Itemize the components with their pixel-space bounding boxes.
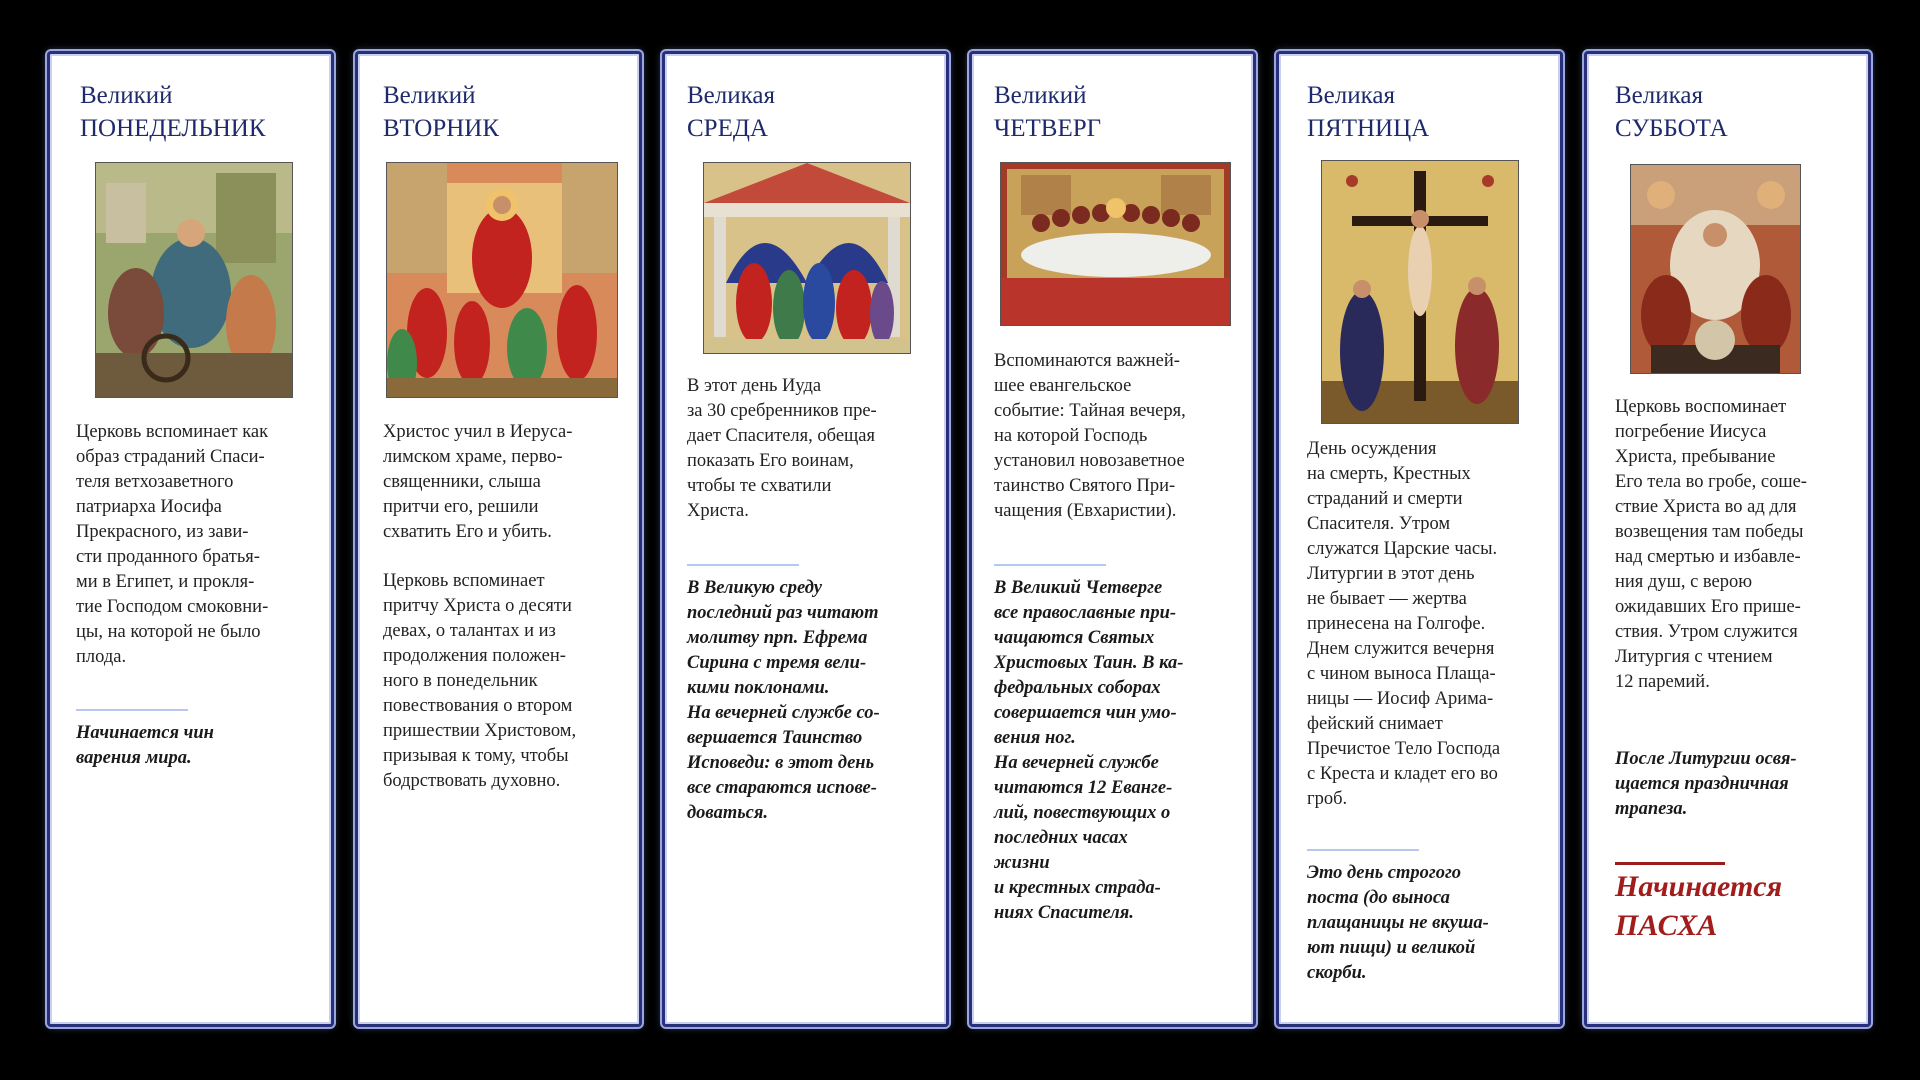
day-description: Христос учил в Иеруса- лимском храме, перво- священники, слыша притчи его, решили схватить Его и убить. <box>383 422 573 542</box>
title-line-2: СРЕДА <box>687 115 768 142</box>
pascha-heading: Начинается ПАСХА <box>1615 870 1783 942</box>
day-description: В этот день Иуда за 30 сребренников пре- дает Спасителя, обещая показать Его воинам, чтобы те схватили Христа. <box>687 376 877 521</box>
day-note: В Великий Четверге все православные при- чащаются Святых Христовых Таин. В ка- федральных соборах совершается чин умо- вения ног. На вечерней службе читаются 12 Еванге- лий, повествующих о последних часах жизни и крестных страда- ниях Спасителя. <box>994 578 1184 923</box>
day-note: В Великую среду последний раз читают молитву прп. Ефрема Сирина с тремя вели- кими поклонами. На вечерней службе со- вершается Таинство Исповеди: в этот день все стараются испове- доваться. <box>687 578 880 823</box>
title-line-2: ПЯТНИЦА <box>1307 115 1430 142</box>
day-card-tuesday <box>355 51 642 1027</box>
section-divider <box>687 564 799 566</box>
day-description: Церковь воспоминает погребение Иисуса Христа, пребывание Его тела во гробе, соше- ствие Христа во ад для возвещения там победы над смертью и избавле- ния душ, с верою ожидавших Его прише- ствия. Утром служится Литургия с чтением 12 паремий. <box>1615 397 1807 692</box>
section-divider <box>76 709 188 711</box>
day-card-wednesday <box>662 51 949 1027</box>
icon-image-judas-betrayal <box>703 162 911 354</box>
title-line-1: Великая <box>687 82 775 109</box>
day-card-monday <box>47 51 334 1027</box>
day-card-friday <box>1276 51 1563 1027</box>
title-line-2: СУББОТА <box>1615 115 1728 142</box>
section-divider <box>1307 849 1419 851</box>
day-note: После Литургии освя- щается праздничная трапеза. <box>1615 749 1797 819</box>
day-description: Церковь вспоминает как образ страданий Спаси- теля ветхозаветного патриарха Иосифа Прекрасного, из зави- сти проданного братья- ми в Египет, и прокля- тие Господом смоковни- цы, на которой не было плода. <box>76 422 269 667</box>
section-divider <box>994 564 1106 566</box>
day-card-saturday <box>1584 51 1871 1027</box>
title-line-1: Великий <box>80 82 173 109</box>
icon-image-christ-teaching <box>386 162 618 398</box>
title-line-1: Великая <box>1307 82 1395 109</box>
title-line-1: Великий <box>383 82 476 109</box>
title-line-2: ВТОРНИК <box>383 115 500 142</box>
icon-image-crucifixion <box>1321 160 1519 424</box>
title-line-2: ПОНЕДЕЛЬНИК <box>80 115 266 142</box>
title-line-1: Великая <box>1615 82 1703 109</box>
day-note: Это день строгого поста (до выноса плащаницы не вкуша- ют пищи) и великой скорби. <box>1307 863 1489 983</box>
icon-image-last-supper <box>1000 162 1231 326</box>
card-title <box>687 79 775 145</box>
card-title <box>80 79 266 145</box>
title-line-2: ЧЕТВЕРГ <box>994 115 1102 142</box>
title-line-1: Великий <box>994 82 1087 109</box>
section-divider <box>1615 862 1725 865</box>
icon-image-descent-into-hell <box>1630 164 1801 374</box>
day-description: День осуждения на смерть, Крестных страданий и смерти Спасителя. Утром служатся Царские часы. Литургии в этот день не бывает — жертва принесена на Голгофе. Днем служится вечерня с чином выноса Плаща- ницы — Иосиф Арима- фейский снимает Пречистое Тело Господа с Креста и кладет его во гроб. <box>1307 439 1501 809</box>
card-title <box>383 79 499 145</box>
card-title <box>994 79 1101 145</box>
day-note: Начинается чин варения мира. <box>76 723 214 768</box>
day-card-thursday <box>969 51 1256 1027</box>
icon-image-joseph <box>95 162 293 398</box>
day-description-2: Церковь вспоминает притчу Христа о десяти девах, о талантах и из продолжения положен- ного в понедельник повествования о втором пришествии Христовом, призывая к тому, чтобы бодрствовать духовно. <box>383 571 577 791</box>
card-title <box>1615 79 1728 145</box>
card-title <box>1307 79 1429 145</box>
day-description: Вспоминаются важней- шее евангельское событие: Тайная вечеря, на которой Господь установил новозаветное таинство Святого При- чащения (Евхаристии). <box>994 351 1186 521</box>
